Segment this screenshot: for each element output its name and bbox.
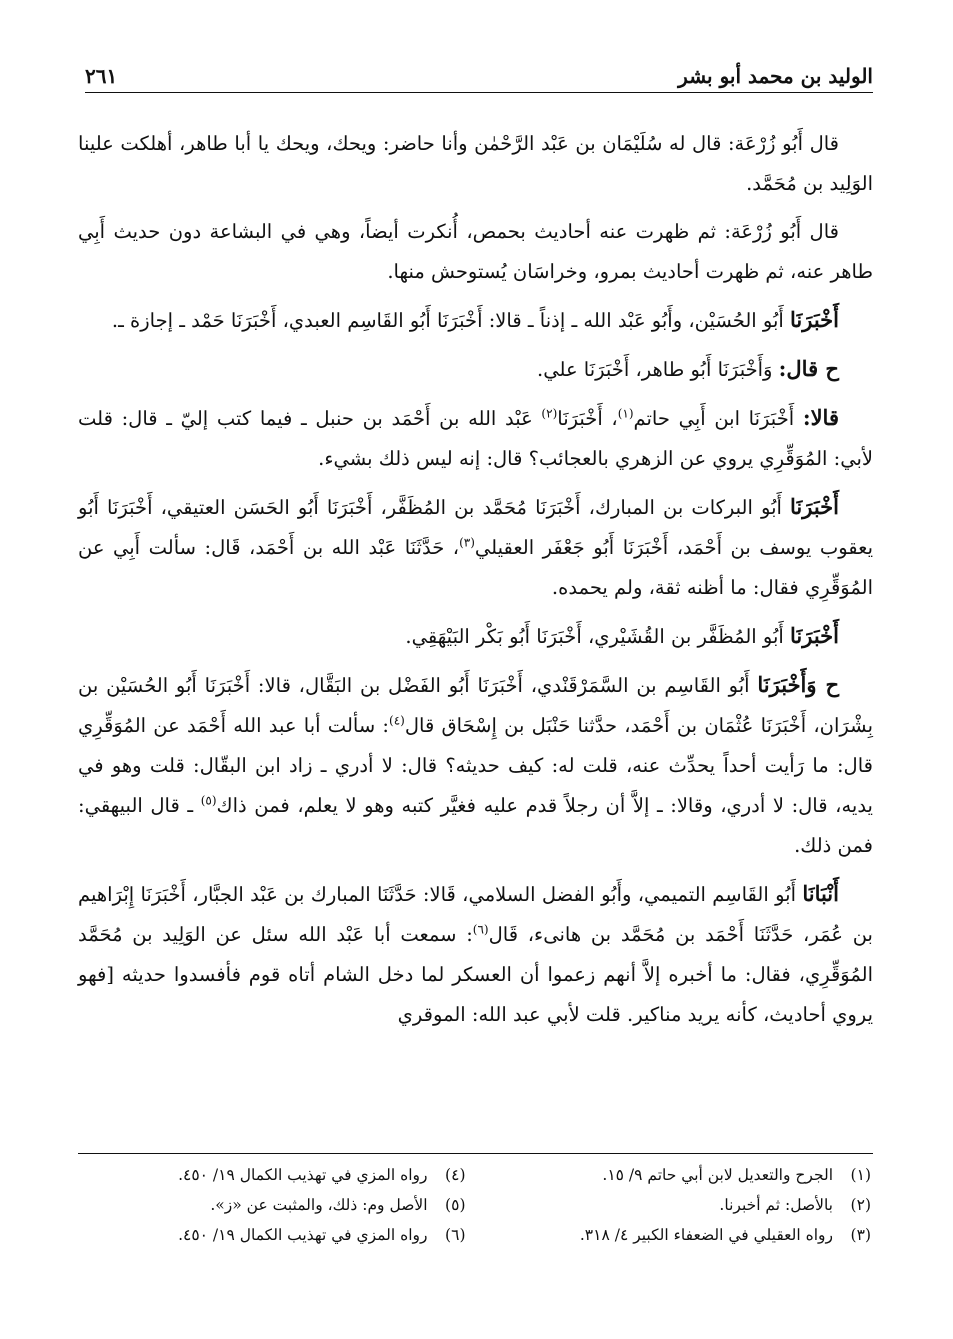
footnote-number: (٥) [445, 1196, 466, 1214]
text-run: : سمعت أبا عَبْد الله سئل عن الوَلِيد بن مُحَمَّد المُوَقِّرِي، فقال: ما أخبره إلاَّ أنهم زعموا أن العسكر لما دخل الشام أتاه قوم فأفسدوا حديثه [فهو يروي أحاديث، كأنه يريد مناكير. قلت لأبي عبد الله: الموقري [78, 923, 873, 1026]
text-run: أَبُو البركات بن المبارك، أَخْبَرَنَا مُحَمَّد بن المُظَفَّر، أَخْبَرَنَا أَبُو الحَسَن العتيقي، أَخْبَرَنَا أَبُو يعقوب يوسف بن أَحْمَد، أَخْبَرَنَا أَبُو جَعْفَر العقيلي [78, 496, 873, 559]
footnote-text: رواه المزي في تهذيب الكمال ١٩/ ٤٥٠. [178, 1226, 428, 1244]
paragraph-p3 [78, 300, 873, 341]
isnad-keyword: قالا: [802, 405, 839, 430]
footnote-text: الأصل وم: ذلك، والمثبت عن «ز». [210, 1196, 428, 1214]
text-run: أَبُو القَاسِم التميمي، وأَبُو الفضل السلامي، قَالا: حَدَّثَنَا المبارك بن عَبْد الجبَّار، أَخْبَرَنَا إِبْرَاهيم بن عُمَر، حَدَّثَنَا أَحْمَد بن مُحَمَّد بن هانىء، قَال [78, 883, 873, 946]
footnote-item [120, 1160, 466, 1190]
footnote-text: رواه المزي في تهذيب الكمال ١٩/ ٤٥٠. [178, 1166, 428, 1184]
footnote-item [120, 1190, 466, 1220]
paragraph-p8 [78, 665, 873, 866]
text-run: ، أَخْبَرَنَا [557, 407, 618, 430]
running-head: الوليد بن محمد أبو بشر [678, 64, 873, 88]
page-number: ٢٦١ [85, 64, 118, 88]
text-run: قال أَبُو زُرْعَة: ثم ظهرت عنه أحاديث بحمص، أُنكرت أيضاً، وهي في البشاعة دون حديث أَبِي طاهر عنه، ثم ظهرت أحاديث بمرو، وخراسَان يُستوحش منها. [78, 220, 873, 283]
footnote-text: رواه العقيلي في الضعفاء الكبير ٤/ ٣١٨. [579, 1226, 833, 1244]
text-run: وَأَخْبَرَنَا أَبُو طاهر، أَخْبَرَنَا علي. [537, 358, 779, 381]
text-run: عَبْد الله بن أَحْمَد بن حنبل ـ فيما كتب إليّ ـ قال: قلت لأبي: المُوَقِّرِي يروي عن الزهري بالعجائب؟ قال: إنه ليس ذلك بشيء. [78, 407, 873, 470]
paragraph-p1 [78, 124, 873, 204]
footnote-marker: (١) [617, 406, 634, 421]
paragraph-p2 [78, 212, 873, 292]
text-run: ـ قال البيهقي: فمن ذلك. [78, 794, 873, 857]
footnotes [120, 1160, 871, 1250]
paragraph-p9 [78, 874, 873, 1035]
footnote-marker: (٥) [200, 793, 217, 808]
footnote-item [120, 1220, 466, 1250]
footnote-marker: (٣) [459, 535, 475, 550]
footnote-number: (٤) [445, 1166, 466, 1184]
isnad-keyword: أَخْبَرَنَا [790, 494, 839, 519]
footnote-item [526, 1160, 872, 1190]
footnote-number: (٦) [445, 1226, 466, 1244]
footnote-number: (١) [850, 1166, 871, 1184]
footnote-text: بالأصل: ثم أخبرنا. [719, 1196, 833, 1214]
footnote-number: (٢) [850, 1196, 871, 1214]
footnote-marker: (٢) [541, 406, 558, 421]
text-run: : سألت أبا عبد الله أَحْمَد عن المُوَقِّرِي قال: ما رَأيت أحداً يحدِّث عنه، قلت له: كيف حديثه؟ قال: لا أدري ـ زاد ابن البقّال: قلت وهو في يديه، قال: لا أدري، وقالا: ـ إلاَّ أن رجلاً قدم عليه فغيَّر كتبه وهو لا يعلم، فمن ذاك [78, 714, 873, 817]
isnad-keyword: ح وَأَخْبَرَنَا [757, 672, 839, 697]
text-run: أَبُو الحُسَيْن، وأَبُو عَبْد الله ـ إذناً ـ قالا: أَخْبَرَنَا أَبُو القَاسِم العبدي، أَخْبَرَنَا حَمْد ـ إجازة ـ. [111, 309, 791, 332]
footnote-divider [78, 1153, 873, 1154]
isnad-keyword: ح قال: [778, 356, 839, 381]
text-run: قال أَبُو زُرْعَة: قال له سُلَيْمَان بن عَبْد الرَّحْمٰن وأنا حاضر: ويحك، ويحك يا أبا طاهر، أهلكت علينا الوَلِيد بن مُحَمَّد. [78, 132, 873, 195]
footnote-marker: (٤) [389, 713, 405, 728]
text-run: أَبُو القَاسِم بن السَّمَرْقَنْدي، أَخْبَرَنَا أَبُو الفَضْل بن البَقَّال، قالا: أَخْبَرَنَا أَبُو الحُسَيْن بن بِشْرَان، أَخْبَرَنَا عُثْمَان بن أَحْمَد، حدَّثنا حَنْبَل بن إِسْحَاق قال [78, 674, 873, 737]
isnad-keyword: أَخْبَرَنَا [790, 623, 839, 648]
text-run: أَبُو المُظَفَّر بن القُشَيْري، أَخْبَرَنَا أَبُو بَكْر البَيْهَقِي. [405, 625, 791, 648]
page-header [85, 58, 873, 93]
footnote-text: الجرح والتعديل لابن أبي حاتم ٩/ ١٥. [602, 1166, 833, 1184]
footnote-item [526, 1190, 872, 1220]
paragraph-p5 [78, 398, 873, 479]
text-run: ، حَدَّثَنَا عَبْد الله بن أَحْمَد، قَال: سألت أَبِي عن المُوَقِّرِي فقال: ما أظنه ثقة، ولم يحمده. [78, 536, 873, 599]
main-text [78, 124, 873, 1043]
footnote-number: (٣) [850, 1226, 871, 1244]
paragraph-p4 [78, 349, 873, 390]
isnad-keyword: أَنْبَانَا [802, 881, 839, 906]
paragraph-p6 [78, 487, 873, 608]
isnad-keyword: أَخْبَرَنَا [790, 307, 839, 332]
text-run: أَخْبَرَنَا ابن أَبِي حاتم [633, 407, 803, 430]
footnote-item [526, 1220, 872, 1250]
footnote-marker: (٦) [472, 922, 489, 937]
paragraph-p7 [78, 616, 873, 657]
